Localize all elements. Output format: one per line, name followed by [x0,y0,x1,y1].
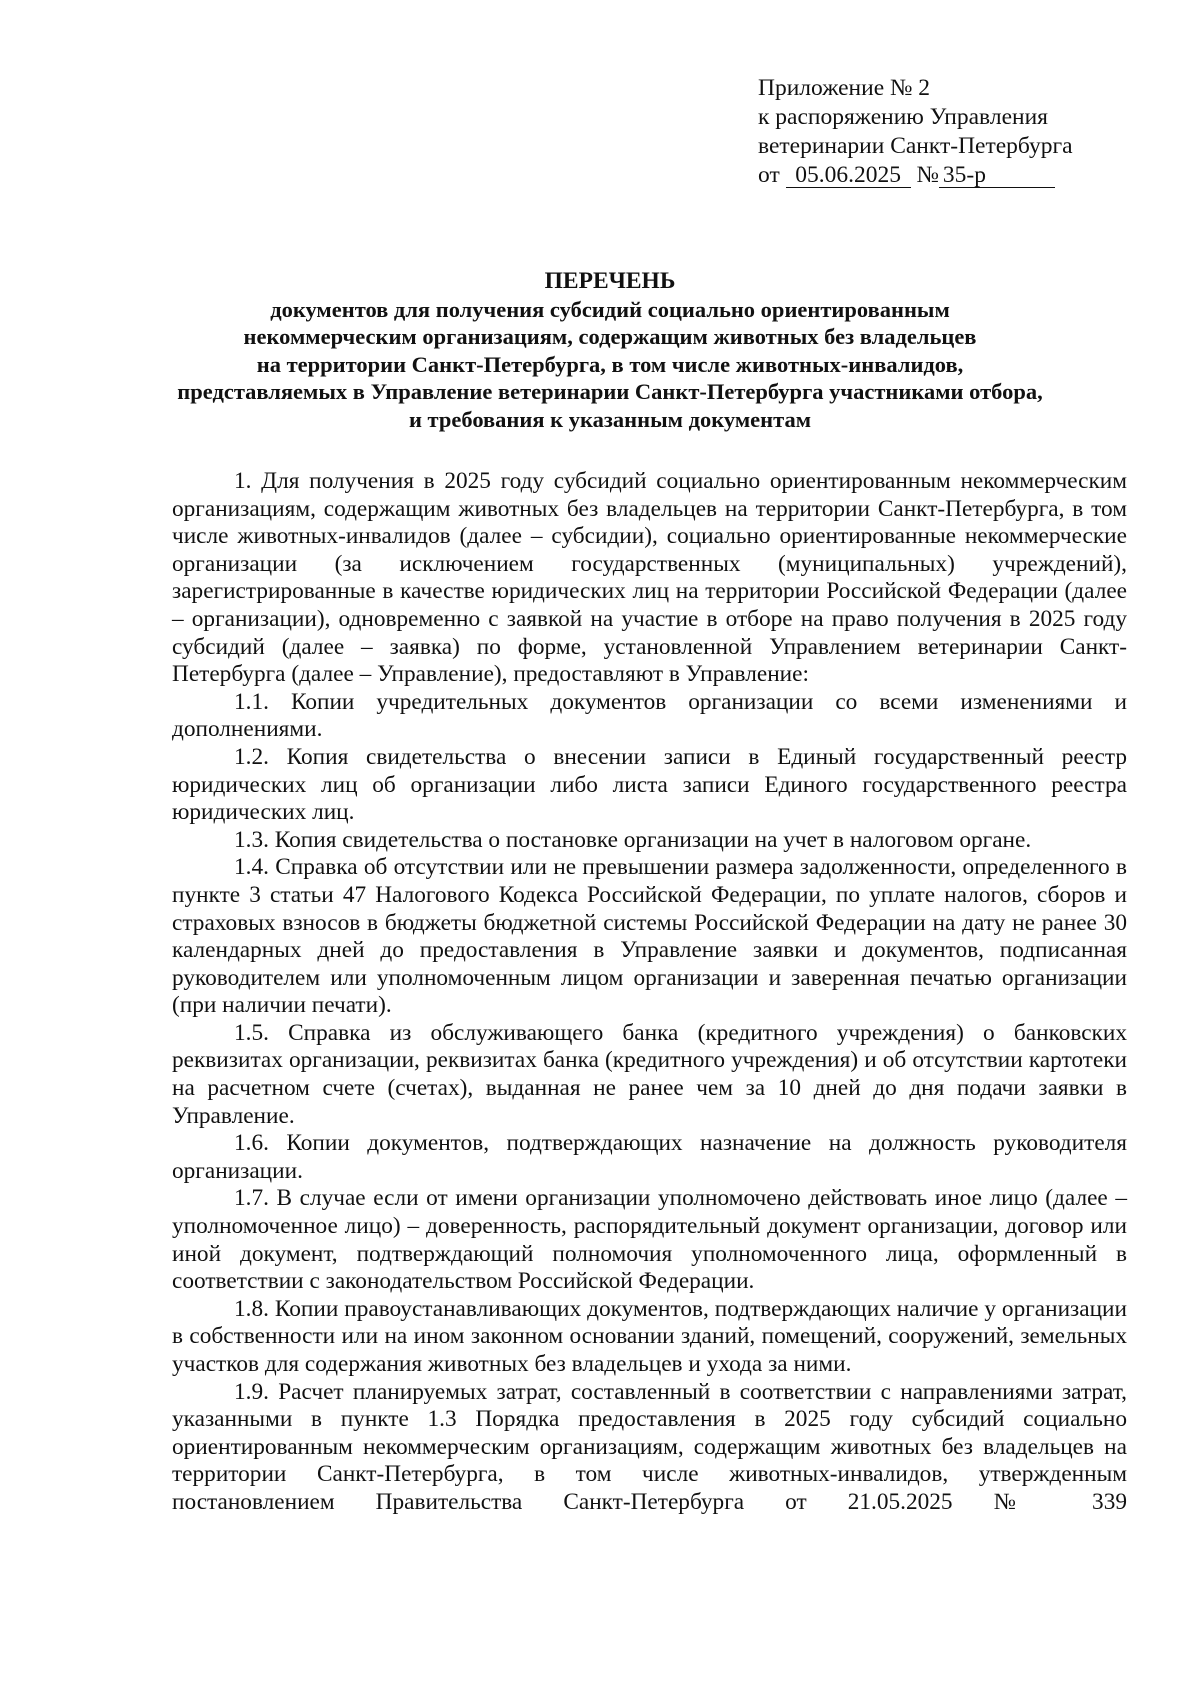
paragraph-1-5: 1.5. Справка из обслуживающего банка (кредитного учреждения) о банковских реквизитах организации, реквизитах банка (кредитного учреждения) и об отсутствии картотеки на расчетном счете (счетах), выданная не ранее чем за 10 дней до дня подачи заявки в Управление. [172,1019,1127,1129]
paragraph-1-1: 1.1. Копии учредительных документов организации со всеми изменениями и дополнениями. [172,688,1127,743]
paragraph-1-3: 1.3. Копия свидетельства о постановке организации на учет в налоговом органе. [234,826,1032,853]
title-line: документов для получения субсидий социально ориентированным [270,296,950,322]
paragraph-1-4: 1.4. Справка об отсутствии или не превышении размера задолженности, определенного в пункте 3 статьи 47 Налогового Кодекса Российской Федерации, по уплате налогов, сборов и страховых взносов в бюджеты бюджетной системы Российской Федерации на дату не ранее 30 календарных дней до предоставления в Управление заявки и документов, подписанная руководителем или уполномоченным лицом организации и заверенная печатью организации (при наличии печати). [172,854,1127,1019]
number-label: № [916,162,939,188]
appendix-number: Приложение № 2 [758,75,931,101]
appendix-authority: ветеринарии Санкт-Петербурга [758,133,1073,159]
order-date: 05.06.2025 [786,163,911,188]
title-line: некоммерческим организациям, содержащим животных без владельцев [243,324,977,349]
paragraph-1-9: 1.9. Расчет планируемых затрат, составленный в соответствии с направлениями затрат, указанными в пункте 1.3 Порядка предоставления в 2025 году субсидий социально ориентированным некоммерческим организациям, содержащим животных без владельцев на территории Санкт-Петербурга, в том числе животных-инвалидов, утвержденным постановлением Правительства Санкт-Петербурга от 21.05.2025 № 339 [172,1378,1127,1515]
from-label: от [758,162,780,188]
appendix-reference: к распоряжению Управления [758,104,1048,130]
title-main: ПЕРЕЧЕНЬ [544,268,676,294]
paragraph-1-2: 1.2. Копия свидетельства о внесении записи в Единый государственный реестр юридических лиц об организации либо листа записи Единого государственного реестра юридических лиц. [172,743,1127,826]
paragraph-1-7: 1.7. В случае если от имени организации уполномочено действовать иное лицо (далее – уполномоченное лицо) – доверенность, распорядительный документ организации, договор или иной документ, подтверждающий полномочия уполномоченного лица, оформленный в соответствии с законодательством Российской Федерации. [172,1185,1127,1295]
title-line: на территории Санкт-Петербурга, в том числе животных-инвалидов, [256,351,964,377]
paragraph-1-6: 1.6. Копии документов, подтверждающих назначение на должность руководителя организации. [172,1130,1127,1184]
order-number: 35-р [939,163,1055,188]
appendix-date-line [758,161,1073,190]
title-line: и требования к указанным документам [408,406,812,432]
title-line: представляемых в Управление ветеринарии Санкт-Петербурга участниками отбора, [177,379,1043,404]
appendix-header [758,74,1073,190]
document-body [172,468,1127,1517]
document-title [150,268,1070,433]
paragraph-1-8: 1.8. Копии правоустанавливающих документов, подтверждающих наличие у организации в собственности или на ином законном основании зданий, помещений, сооружений, земельных участков для содержания животных без владельцев и ухода за ними. [172,1295,1127,1377]
paragraph-1: 1. Для получения в 2025 году субсидий социально ориентированным некоммерческим организациям, содержащим животных без владельцев на территории Санкт-Петербурга, в том числе животных-инвалидов (далее – субсидии), социально ориентированные некоммерческие организации (за исключением государственных (муниципальных) учреждений), зарегистрированные в качестве юридических лиц на территории Российской Федерации (далее – организации), одновременно с заявкой на участие в отборе на право получения в 2025 году субсидий (далее – заявка) по форме, установленной Управлением ветеринарии Санкт-Петербурга (далее – Управление), предоставляют в Управление: [172,468,1127,688]
